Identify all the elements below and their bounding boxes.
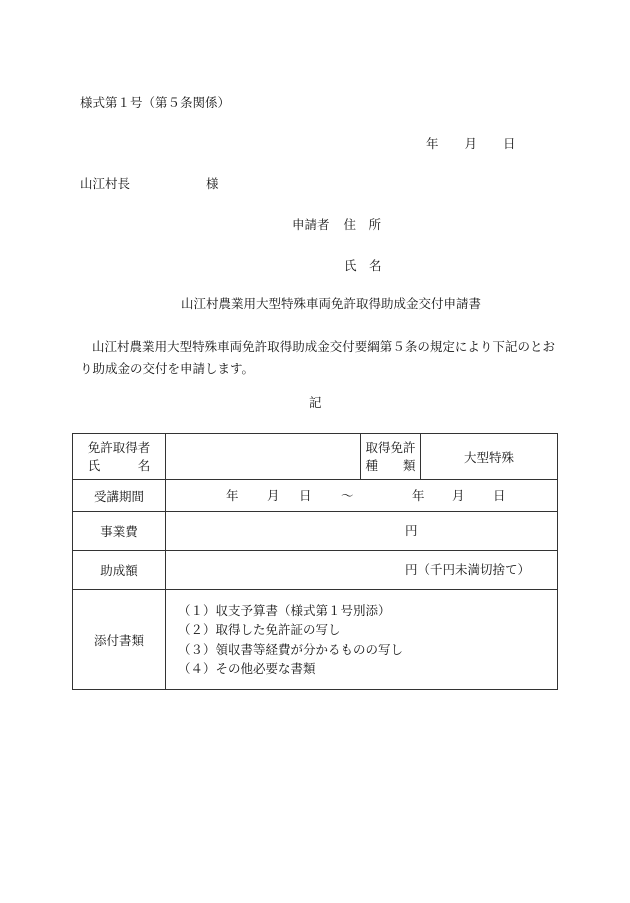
applicant-name-label: 氏 名 (344, 258, 382, 273)
date-line (426, 138, 516, 151)
date-month: 月 (464, 136, 478, 151)
subsidy-field[interactable] (166, 551, 558, 590)
period-year-2: 年 (412, 488, 425, 503)
table-row (73, 480, 558, 512)
period-field[interactable] (166, 480, 558, 512)
holder-label-cell (73, 434, 166, 480)
honorific: 様 (206, 176, 219, 191)
license-label-2: 種 類 (365, 457, 416, 473)
table-row (73, 551, 558, 590)
addressee-line (80, 178, 219, 191)
form-number: 様式第１号（第５条関係） (80, 95, 231, 110)
period-day-1: 日 (299, 488, 312, 503)
license-label-cell (361, 434, 421, 480)
period-year-1: 年 (226, 488, 239, 503)
period-label: 受講期間 (73, 480, 166, 512)
cost-field[interactable] (166, 512, 558, 551)
holder-label-1: 免許取得者 (87, 439, 151, 455)
document-title: 山江村農業用大型特殊車両免許取得助成金交付申請書 (181, 296, 482, 311)
license-label-1: 取得免許 (365, 439, 416, 455)
holder-name-field[interactable] (166, 434, 361, 480)
date-day: 日 (503, 136, 516, 151)
period-day-2: 日 (493, 488, 506, 503)
subsidy-unit: 円（千円未満切捨て） (405, 562, 531, 577)
list-item: （１）収支予算書（様式第１号別添） (178, 602, 391, 618)
table-row (73, 512, 558, 551)
applicant-address-line (292, 219, 381, 232)
table-row (73, 590, 558, 690)
cost-unit: 円 (405, 523, 418, 538)
attach-label: 添付書類 (73, 590, 166, 690)
ki-heading: 記 (309, 395, 322, 410)
date-year: 年 (426, 136, 439, 151)
list-item: （４）その他必要な書類 (178, 661, 316, 676)
addressee: 山江村長 (80, 176, 131, 191)
period-separator: ～ (341, 488, 354, 503)
subsidy-label: 助成額 (73, 551, 166, 590)
period-month-2: 月 (452, 488, 465, 503)
period-month-1: 月 (267, 488, 280, 503)
body-text: 山江村農業用大型特殊車両免許取得助成金交付要綱第５条の規定により下記のとおり助成金の交付を申請します。 (80, 339, 555, 376)
applicant-label: 申請者 (292, 217, 330, 232)
list-item: （３）領収書等経費が分かるものの写し (178, 641, 404, 657)
license-value: 大型特殊 (421, 434, 558, 480)
list-item: （２）取得した免許証の写し (178, 622, 341, 637)
cost-label: 事業費 (73, 512, 166, 551)
table-row (73, 434, 558, 480)
attachments-list (166, 590, 558, 690)
holder-label-2: 氏 名 (87, 457, 151, 473)
application-table (72, 433, 558, 690)
address-label: 住 所 (343, 217, 382, 232)
